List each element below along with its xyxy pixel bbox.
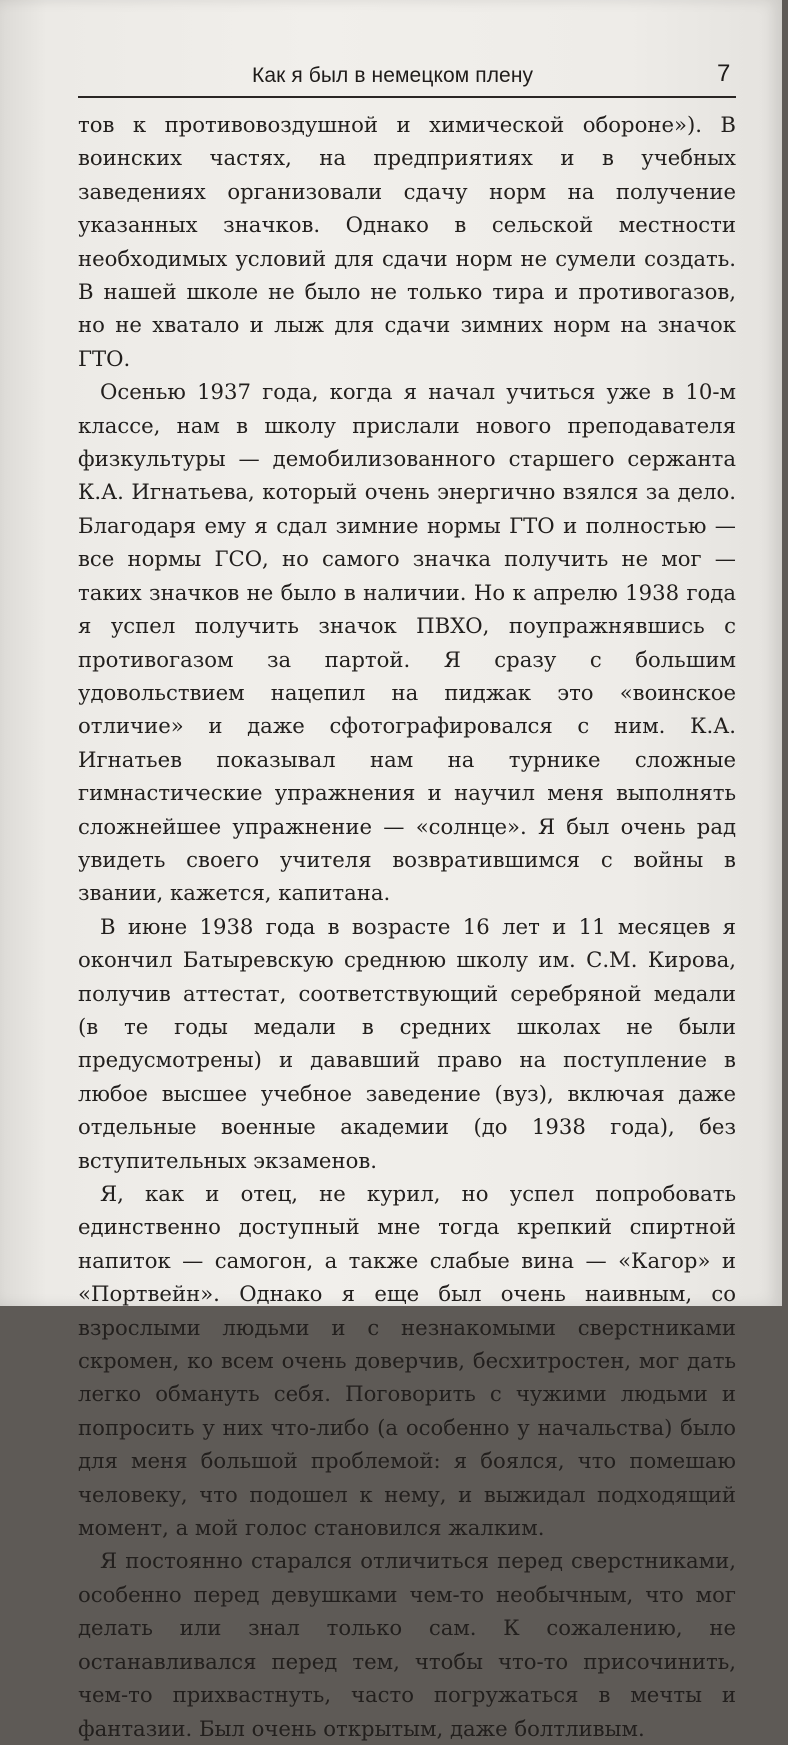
paragraph-1: тов к противовоздушной и химической обороне»). В воинских частях, на предприятиях и в учебных заведениях организовали сдачу норм на получение указанных значков. Однако в сельской местности необходимых условий для сдачи норм не сумели создать. В нашей школе не было не только тира и противогазов, но не хватало и лыж для сдачи зимних норм на значок ГТО. bbox=[78, 112, 736, 371]
body-text bbox=[78, 108, 736, 1745]
page-header bbox=[0, 58, 782, 90]
paragraph-3: В июне 1938 года в возрасте 16 лет и 11 месяцев я окончил Батыревскую среднюю школу им. С.М. Кирова, получив аттестат, соответствующий серебряной медали (в те годы медали в средних школах не были предусмотрены) и дававший право на поступление в любое высшее учебное заведение (вуз), включая даже отдельные военные академии (до 1938 года), без вступительных экзаменов. bbox=[78, 913, 736, 1173]
paragraph-4: Я, как и отец, не курил, но успел попробовать единственно доступный мне тогда крепкий спиртной напиток — самогон, а также слабые вина — «Кагор» и «Портвейн». Однако я еще был очень наивным, со взрослыми людьми и с незнакомыми сверстниками скромен, ко всем очень доверчив, бесхитростен, мог дать легко обмануть себя. Поговорить с чужими людьми и попросить у них что-либо (а особенно у начальства) было для меня большой проблемой: я боялся, что помешаю человеку, что подошел к нему, и выжидал подходящий момент, а мой голос становился жалким. bbox=[78, 1181, 736, 1541]
paragraph-5: Я постоянно старался отличиться перед сверстниками, особенно перед девушками чем-то необычным, что мог делать или знал только сам. К сожалению, не останавливался перед тем, чтобы что-то присочинить, чем-то прихвастнуть, часто погружаться в мечты и фантазии. Был очень открытым, даже болтливым. bbox=[78, 1548, 736, 1741]
page-number: 7 bbox=[717, 60, 731, 87]
header-rule bbox=[78, 96, 736, 98]
paragraph-2: Осенью 1937 года, когда я начал учиться уже в 10-м классе, нам в школу прислали нового преподавателя физкультуры — демобилизованного старшего сержанта К.А. Игнатьева, который очень энергично взялся за дело. Благодаря ему я сдал зимние нормы ГТО и полностью — все нормы ГСО, но самого значка получить не мог — таких значков не было в наличии. Но к апрелю 1938 года я успел получить значок ПВХО, поупражнявшись с противогазом за партой. Я сразу с большим удовольствием нацепил на пиджак это «воинское отличие» и даже сфотографировался с ним. К.А. Игнатьев показывал нам на турнике сложные гимнастические упражнения и научил меня выполнять сложнейшее упражнение — «солнце». Я был очень рад увидеть своего учителя возвратившимся с войны в звании, кажется, капитана. bbox=[78, 379, 736, 906]
running-title: Как я был в немецком плену bbox=[252, 64, 534, 87]
